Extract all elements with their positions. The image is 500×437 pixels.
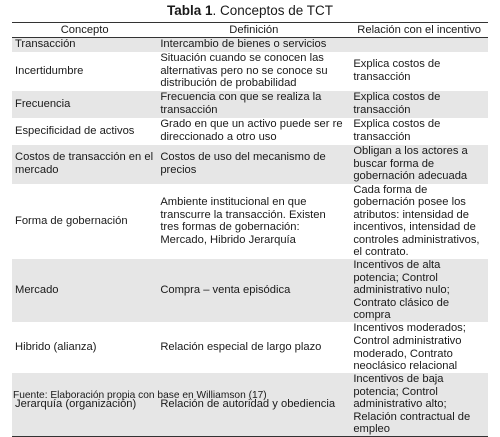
cell-concepto: Transacción <box>12 38 157 52</box>
cell-relacion: Explica costos de transacción <box>353 118 441 143</box>
table-title <box>0 3 500 19</box>
cell-relacion: Incentivos de baja potencia; Control administrativo alto; Relación contractual de empleo <box>350 373 488 436</box>
cell-definicion: Costos de uso del mecanismo de precios <box>157 145 350 184</box>
cell-definicion: Grado en que un activo puede ser re direccionado a otro uso <box>160 118 343 143</box>
table-row <box>12 91 488 118</box>
cell-concepto: Forma de gobernación <box>15 214 128 227</box>
source-note: Fuente: Elaboración propia con base en Williamson (17) <box>13 390 267 401</box>
table-row <box>12 322 488 373</box>
cell-concepto: Costos de transacción en el mercado <box>12 145 157 184</box>
table-row <box>12 38 488 52</box>
cell-definicion: Relación de autoridad y obediencia <box>157 373 350 436</box>
table-row <box>12 145 488 184</box>
cell-definicion: Relación especial de largo plazo <box>160 341 322 354</box>
cell-relacion: Explica costos de transacción <box>353 58 441 83</box>
cell-concepto: Especificidad de activos <box>15 124 135 137</box>
cell-concepto: Mercado <box>12 259 157 322</box>
table-row <box>12 184 488 260</box>
cell-definicion: Ambiente institucional en que transcurre la transacción. Existen tres formas de gobernación: Mercado, Hibrido Jerarquía <box>160 196 326 246</box>
table-title-number: Tabla 1 <box>166 3 213 18</box>
cell-definicion: Situación cuando se conocen las alternativas pero no se conoce su distribución de probabilidad <box>160 52 328 90</box>
concepts-table <box>12 22 488 437</box>
cell-relacion: Incentivos de alta potencia; Control administrativo nulo; Contrato clásico de compra <box>350 259 488 322</box>
cell-definicion: Frecuencia con que se realiza la transacción <box>157 91 350 118</box>
table-title-text: . Conceptos de TCT <box>212 3 334 18</box>
header-relacion: Relación con el incentivo <box>350 23 488 38</box>
cell-relacion: Incentivos moderados; Control administrativo moderado, Contrato neoclásico relacional <box>353 322 466 373</box>
cell-relacion: Cada forma de gobernación posee los atributos: intensidad de incentivos, intensidad de controles administrativos, el contrato. <box>353 183 480 259</box>
cell-concepto: Frecuencia <box>12 91 157 118</box>
header-row <box>12 23 488 38</box>
cell-relacion: Explica costos de transacción <box>350 91 488 118</box>
table-row <box>12 52 488 91</box>
cell-definicion: Compra – venta episódica <box>157 259 350 322</box>
cell-relacion <box>350 38 488 52</box>
table-row <box>12 259 488 322</box>
cell-concepto: Hibrido (alianza) <box>15 341 97 354</box>
cell-relacion: Obligan a los actores a buscar forma de gobernación adecuada <box>350 145 488 184</box>
table-row <box>12 373 488 436</box>
cell-definicion: Intercambio de bienes o servicios <box>157 38 350 52</box>
cell-concepto: Jerarquía (organización) <box>12 373 157 436</box>
header-concepto: Concepto <box>12 23 157 38</box>
cell-concepto: Incertidumbre <box>15 64 84 77</box>
header-definicion: Definición <box>157 23 350 38</box>
table-row <box>12 118 488 145</box>
